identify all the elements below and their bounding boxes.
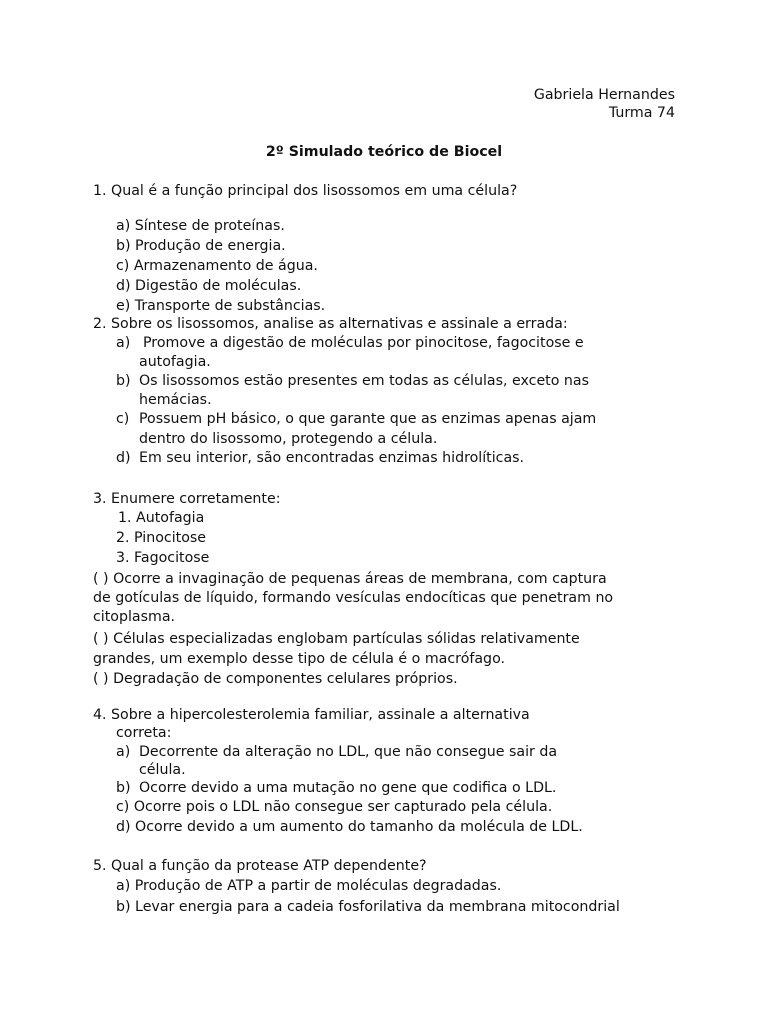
q1-option-b: b) Produção de energia. bbox=[116, 238, 286, 254]
q3-statement-2-cont: grandes, um exemplo desse tipo de célula é o macrófago. bbox=[93, 651, 506, 667]
q1-option-e: e) Transporte de substâncias. bbox=[116, 298, 326, 314]
q2-option-d: Em seu interior, são encontradas enzimas hidrolíticas. bbox=[139, 450, 525, 466]
q4-option-c: c) Ocorre pois o LDL não consegue ser capturado pela célula. bbox=[116, 799, 553, 815]
question-4: 4. Sobre a hipercolesterolemia familiar, assinale a alternativa bbox=[93, 707, 530, 723]
q5-option-a: a) Produção de ATP a partir de moléculas degradadas. bbox=[116, 878, 502, 894]
q4-option-a: Decorrente da alteração no LDL, que não consegue sair da bbox=[139, 744, 558, 760]
author-name: Gabriela Hernandes bbox=[533, 87, 675, 103]
question-4-cont: correta: bbox=[116, 725, 172, 741]
q4-option-b: Ocorre devido a uma mutação no gene que codifica o LDL. bbox=[139, 780, 557, 796]
q4-option-d: d) Ocorre devido a um aumento do tamanho da molécula de LDL. bbox=[116, 819, 583, 835]
q2-option-c-cont: dentro do lisossomo, protegendo a célula. bbox=[139, 431, 438, 447]
q3-statement-1-end: citoplasma. bbox=[93, 609, 176, 625]
q3-statement-3: ( ) Degradação de componentes celulares próprios. bbox=[93, 671, 458, 687]
class-label: Turma 74 bbox=[608, 105, 675, 121]
q3-statement-1: ( ) Ocorre a invaginação de pequenas áreas de membrana, com captura bbox=[93, 571, 607, 587]
q2-option-c-label: c) bbox=[116, 411, 130, 427]
question-2: 2. Sobre os lisossomos, analise as alternativas e assinale a errada: bbox=[93, 316, 568, 332]
q3-item-1: 1. Autofagia bbox=[118, 510, 205, 526]
q1-option-a: a) Síntese de proteínas. bbox=[116, 218, 285, 234]
q4-option-a-label: a) bbox=[116, 744, 131, 760]
q2-option-b-label: b) bbox=[116, 373, 131, 389]
q1-option-c: c) Armazenamento de água. bbox=[116, 258, 318, 274]
q3-item-3: 3. Fagocitose bbox=[116, 550, 210, 566]
q3-statement-2: ( ) Células especializadas englobam partículas sólidas relativamente bbox=[93, 631, 580, 647]
q3-statement-1-cont: de gotículas de líquido, formando vesículas endocíticas que penetram no bbox=[93, 590, 614, 606]
q2-option-b-cont: hemácias. bbox=[139, 392, 212, 408]
q2-option-a: Promove a digestão de moléculas por pinocitose, fagocitose e bbox=[143, 335, 584, 351]
document-title: 2º Simulado teórico de Biocel bbox=[265, 144, 503, 160]
q3-item-2: 2. Pinocitose bbox=[116, 530, 207, 546]
q4-option-b-label: b) bbox=[116, 780, 131, 796]
question-5: 5. Qual a função da protease ATP dependente? bbox=[93, 858, 427, 874]
q1-option-d: d) Digestão de moléculas. bbox=[116, 278, 302, 294]
q5-option-b: b) Levar energia para a cadeia fosforilativa da membrana mitocondrial bbox=[116, 899, 620, 915]
q2-option-a-label: a) bbox=[116, 335, 131, 351]
question-3: 3. Enumere corretamente: bbox=[93, 491, 281, 507]
q2-option-a-cont: autofagia. bbox=[139, 354, 211, 370]
q2-option-c: Possuem pH básico, o que garante que as enzimas apenas ajam bbox=[139, 411, 597, 427]
q2-option-d-label: d) bbox=[116, 450, 131, 466]
q2-option-b: Os lisossomos estão presentes em todas as células, exceto nas bbox=[139, 373, 590, 389]
question-1: 1. Qual é a função principal dos lisossomos em uma célula? bbox=[93, 183, 518, 199]
q4-option-a-cont: célula. bbox=[139, 762, 186, 778]
